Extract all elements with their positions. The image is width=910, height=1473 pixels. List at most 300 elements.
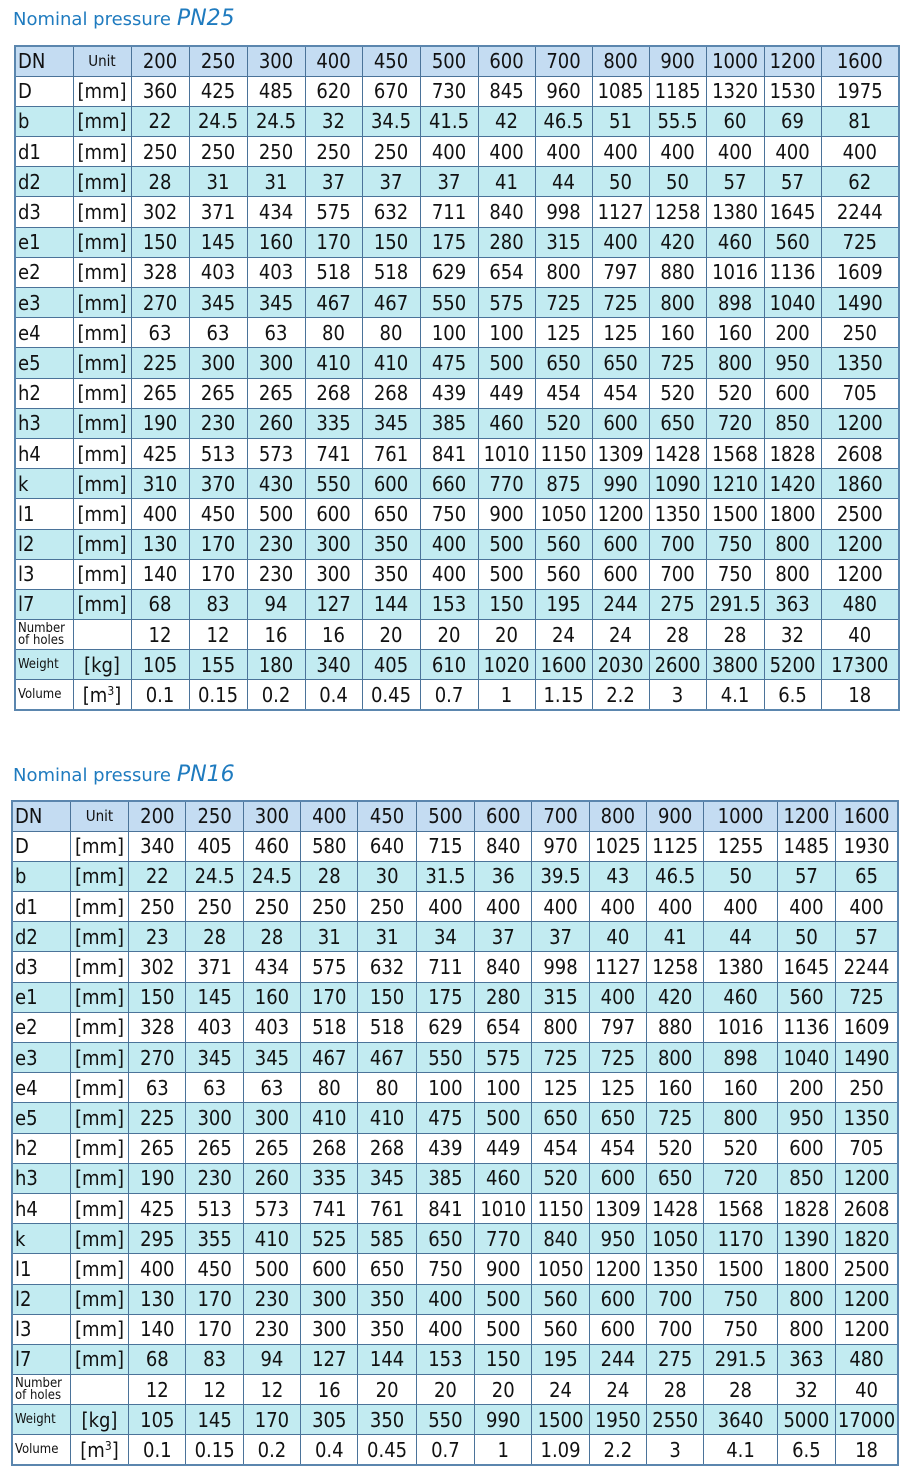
table-row	[15, 438, 899, 468]
table-cell: 990	[475, 1405, 532, 1435]
table-cell: 140	[131, 559, 189, 589]
table-cell: 280	[475, 982, 532, 1012]
table-cell: 434	[247, 197, 305, 227]
table-cell: 370	[189, 469, 247, 499]
table-cell: 720	[704, 1163, 777, 1193]
table-cell: 300	[189, 348, 247, 378]
table-cell: 230	[243, 1314, 300, 1344]
table-cell: 410	[358, 1103, 416, 1133]
header-unit: Unit	[73, 46, 131, 76]
table-cell: 0.45	[362, 680, 420, 710]
table-cell: 1485	[777, 831, 835, 861]
table-cell: 800	[764, 529, 821, 559]
row-unit: [mm]	[70, 1224, 128, 1254]
table-cell: 560	[777, 982, 835, 1012]
table-cell: 24	[589, 1375, 646, 1405]
table-cell: 400	[589, 892, 646, 922]
table-cell: 23	[129, 922, 186, 952]
table-cell: 1600	[535, 650, 592, 680]
table-cell: 12	[189, 620, 247, 650]
row-label: h4	[15, 438, 73, 468]
table-cell: 400	[478, 137, 535, 167]
table-cell: 2500	[836, 1254, 898, 1284]
table-row	[15, 318, 899, 348]
table-cell: 800	[532, 1012, 589, 1042]
table-cell: 2.2	[592, 680, 649, 710]
row-label: d1	[15, 137, 73, 167]
table-cell: 140	[129, 1314, 186, 1344]
unit-superscript: 3	[107, 683, 115, 698]
table-row	[15, 499, 899, 529]
row-unit: [mm]	[73, 137, 131, 167]
table-cell: 600	[589, 1284, 646, 1314]
table-cell: 650	[362, 499, 420, 529]
table-cell: 32	[764, 620, 821, 650]
table-cell: 439	[420, 378, 478, 408]
table-cell: 0.15	[186, 1435, 243, 1465]
table-cell: 700	[649, 559, 706, 589]
table-cell: 650	[589, 1103, 646, 1133]
table-cell: 44	[535, 167, 592, 197]
table-cell: 1016	[704, 1012, 777, 1042]
table-cell: 28	[647, 1375, 704, 1405]
table-cell: 300	[243, 1103, 300, 1133]
header-cell: 1000	[704, 801, 777, 831]
pn16-title-pn: PN16	[176, 762, 235, 787]
header-cell: 700	[535, 46, 592, 76]
table-cell: 335	[301, 1163, 358, 1193]
table-cell: 1	[478, 680, 535, 710]
table-cell: 24.5	[189, 106, 247, 136]
header-cell: 1600	[821, 46, 899, 76]
table-cell: 513	[186, 1193, 243, 1223]
table-cell: 560	[535, 529, 592, 559]
table-row	[12, 1284, 898, 1314]
table-cell: 30	[358, 861, 416, 891]
table-cell: 1828	[764, 438, 821, 468]
table-cell: 610	[420, 650, 478, 680]
table-cell: 36	[475, 861, 532, 891]
table-cell: 405	[186, 831, 243, 861]
row-unit: [mm]	[73, 348, 131, 378]
table-cell: 1490	[821, 288, 899, 318]
table-cell: 875	[535, 469, 592, 499]
table-cell: 31	[189, 167, 247, 197]
table-cell: 898	[706, 288, 764, 318]
table-cell: 500	[478, 348, 535, 378]
table-cell: 654	[478, 257, 535, 287]
table-cell: 350	[362, 529, 420, 559]
table-row	[12, 1344, 898, 1374]
table-cell: 265	[186, 1133, 243, 1163]
table-row	[15, 227, 899, 257]
table-cell: 730	[420, 76, 478, 106]
table-cell: 1200	[589, 1254, 646, 1284]
table-cell: 1200	[592, 499, 649, 529]
table-cell: 700	[647, 1314, 704, 1344]
table-cell: 410	[301, 1103, 358, 1133]
table-cell: 250	[243, 892, 300, 922]
row-label: e3	[15, 288, 73, 318]
table-cell: 840	[475, 952, 532, 982]
table-cell: 50	[649, 167, 706, 197]
table-cell: 400	[475, 892, 532, 922]
table-cell: 800	[647, 1043, 704, 1073]
table-cell: 345	[358, 1163, 416, 1193]
table-cell: 6.5	[764, 680, 821, 710]
pn16-title-text: Nominal pressure	[13, 765, 171, 786]
row-unit: [mm]	[70, 1344, 128, 1374]
table-cell: 1016	[706, 257, 764, 287]
table-cell: 400	[420, 559, 478, 589]
table-cell: 520	[647, 1133, 704, 1163]
unit-text: [m	[82, 682, 108, 707]
table-cell: 518	[305, 257, 362, 287]
table-cell: 300	[305, 529, 362, 559]
table-cell: 260	[243, 1163, 300, 1193]
table-cell: 100	[478, 318, 535, 348]
table-cell: 170	[186, 1284, 243, 1314]
row-label: d2	[15, 167, 73, 197]
table-cell: 0.1	[131, 680, 189, 710]
header-cell: 900	[647, 801, 704, 831]
table-row	[12, 1012, 898, 1042]
table-cell: 28	[186, 922, 243, 952]
table-cell: 125	[589, 1073, 646, 1103]
table-cell: 650	[649, 408, 706, 438]
table-cell: 434	[243, 952, 300, 982]
table-cell: 2550	[647, 1405, 704, 1435]
row-unit: [mm]	[70, 1043, 128, 1073]
table-cell: 170	[189, 529, 247, 559]
table-cell: 585	[358, 1224, 416, 1254]
table-cell: 4.1	[706, 680, 764, 710]
table-cell: 725	[649, 348, 706, 378]
table-cell: 340	[305, 650, 362, 680]
table-cell: 632	[358, 952, 416, 982]
table-cell: 467	[301, 1043, 358, 1073]
table-cell: 500	[475, 1314, 532, 1344]
table-cell: 600	[764, 378, 821, 408]
table-cell: 145	[189, 227, 247, 257]
table-cell: 550	[416, 1043, 474, 1073]
row-label: b	[15, 106, 73, 136]
table-cell: 175	[416, 982, 474, 1012]
table-cell: 741	[301, 1193, 358, 1223]
table-cell: 200	[764, 318, 821, 348]
table-cell: 1258	[647, 952, 704, 982]
table-cell: 600	[362, 469, 420, 499]
table-row	[12, 1254, 898, 1284]
table-cell: 315	[532, 982, 589, 1012]
row-label: l3	[15, 559, 73, 589]
header-cell: 300	[243, 801, 300, 831]
table-cell: 250	[186, 892, 243, 922]
table-cell: 40	[589, 922, 646, 952]
table-row	[12, 1435, 898, 1465]
table-cell: 43	[589, 861, 646, 891]
table-cell: 40	[836, 1375, 898, 1405]
table-cell: 18	[821, 680, 899, 710]
table-cell: 2608	[836, 1193, 898, 1223]
row-unit: [mm]	[70, 1073, 128, 1103]
table-cell: 425	[129, 1193, 186, 1223]
table-row	[15, 348, 899, 378]
row-label: l2	[12, 1284, 70, 1314]
table-cell: 41	[478, 167, 535, 197]
table-cell: 850	[764, 408, 821, 438]
table-cell: 513	[189, 438, 247, 468]
table-cell: 1500	[532, 1405, 589, 1435]
table-cell: 550	[416, 1405, 474, 1435]
table-cell: 400	[647, 892, 704, 922]
row-label: D	[15, 76, 73, 106]
row-unit: [mm]	[73, 499, 131, 529]
table-cell: 1.09	[532, 1435, 589, 1465]
row-label: e1	[15, 227, 73, 257]
table-cell: 550	[305, 469, 362, 499]
table-cell: 950	[777, 1103, 835, 1133]
table-cell: 2244	[821, 197, 899, 227]
table-cell: 840	[478, 197, 535, 227]
table-cell: 0.2	[247, 680, 305, 710]
row-label: e5	[15, 348, 73, 378]
table-cell: 420	[647, 982, 704, 1012]
table-cell: 400	[416, 1284, 474, 1314]
table-cell: 12	[243, 1375, 300, 1405]
table-cell: 32	[305, 106, 362, 136]
table-row	[12, 1193, 898, 1223]
pn25-title	[13, 6, 235, 31]
table-cell: 1200	[836, 1163, 898, 1193]
header-unit: Unit	[70, 801, 128, 831]
table-cell: 250	[821, 318, 899, 348]
table-cell: 24	[592, 620, 649, 650]
pn16-title	[13, 762, 235, 787]
table-cell: 291.5	[706, 589, 764, 619]
table-cell: 130	[129, 1284, 186, 1314]
table-cell: 845	[478, 76, 535, 106]
table-cell: 315	[535, 227, 592, 257]
table-cell: 130	[131, 529, 189, 559]
table-cell: 705	[836, 1133, 898, 1163]
table-cell: 520	[535, 408, 592, 438]
table-cell: 0.1	[129, 1435, 186, 1465]
table-cell: 328	[129, 1012, 186, 1042]
table-cell: 1800	[764, 499, 821, 529]
table-cell: 1127	[592, 197, 649, 227]
table-cell: 160	[247, 227, 305, 257]
table-cell: 640	[358, 831, 416, 861]
row-label: Weight	[15, 650, 73, 680]
header-cell: 1200	[764, 46, 821, 76]
header-cell: 450	[362, 46, 420, 76]
table-cell: 500	[478, 559, 535, 589]
row-label: e4	[15, 318, 73, 348]
table-cell: 3640	[704, 1405, 777, 1435]
table-cell: 950	[589, 1224, 646, 1254]
table-cell: 244	[589, 1344, 646, 1374]
table-cell: 573	[247, 438, 305, 468]
table-cell: 50	[777, 922, 835, 952]
table-cell: 250	[129, 892, 186, 922]
table-cell: 797	[592, 257, 649, 287]
table-cell: 250	[301, 892, 358, 922]
row-unit: [mm]	[73, 257, 131, 287]
table-row	[15, 167, 899, 197]
table-cell: 600	[589, 1163, 646, 1193]
table-cell: 360	[131, 76, 189, 106]
header-cell: 200	[131, 46, 189, 76]
row-unit: [mm]	[70, 952, 128, 982]
table-cell: 57	[777, 861, 835, 891]
table-cell: 300	[301, 1284, 358, 1314]
table-cell: 345	[362, 408, 420, 438]
row-label: e2	[15, 257, 73, 287]
row-unit: [kg]	[70, 1405, 128, 1435]
table-row	[15, 137, 899, 167]
row-label: l2	[15, 529, 73, 559]
table-cell: 840	[532, 1224, 589, 1254]
table-cell: 449	[478, 378, 535, 408]
table-cell: 125	[535, 318, 592, 348]
row-unit: [mm]	[73, 408, 131, 438]
table-row	[15, 257, 899, 287]
table-cell: 500	[475, 1103, 532, 1133]
table-cell: 24.5	[243, 861, 300, 891]
table-row	[12, 982, 898, 1012]
table-cell: 400	[592, 227, 649, 257]
table-cell: 250	[358, 892, 416, 922]
table-cell: 57	[706, 167, 764, 197]
row-unit: [mm]	[73, 167, 131, 197]
table-row	[15, 106, 899, 136]
table-cell: 1350	[836, 1103, 898, 1133]
table-cell: 1490	[836, 1043, 898, 1073]
row-unit: [mm]	[70, 1163, 128, 1193]
table-cell: 2030	[592, 650, 649, 680]
row-label: h4	[12, 1193, 70, 1223]
table-cell: 400	[777, 892, 835, 922]
table-cell: 454	[592, 378, 649, 408]
row-unit: [mm]	[70, 892, 128, 922]
row-label: e2	[12, 1012, 70, 1042]
table-cell: 31	[247, 167, 305, 197]
table-cell: 39.5	[532, 861, 589, 891]
table-row	[15, 469, 899, 499]
table-row	[15, 529, 899, 559]
table-cell: 0.15	[189, 680, 247, 710]
table-cell: 400	[836, 892, 898, 922]
table-cell: 37	[362, 167, 420, 197]
table-cell: 1200	[836, 1314, 898, 1344]
table-cell: 63	[189, 318, 247, 348]
row-unit: [mm]	[73, 529, 131, 559]
table-cell: 1200	[821, 408, 899, 438]
table-cell: 265	[243, 1133, 300, 1163]
table-cell: 1050	[535, 499, 592, 529]
table-cell: 80	[362, 318, 420, 348]
table-cell: 560	[532, 1284, 589, 1314]
header-cell: 800	[592, 46, 649, 76]
table-cell: 1428	[649, 438, 706, 468]
table-row	[12, 1314, 898, 1344]
row-label: d1	[12, 892, 70, 922]
table-cell: 650	[535, 348, 592, 378]
table-cell: 629	[420, 257, 478, 287]
table-cell: 650	[532, 1103, 589, 1133]
header-label: DN	[12, 801, 70, 831]
header-cell: 450	[358, 801, 416, 831]
table-row	[12, 952, 898, 982]
table-cell: 150	[475, 1344, 532, 1374]
table-cell: 410	[305, 348, 362, 378]
table-cell: 305	[301, 1405, 358, 1435]
table-row	[15, 620, 899, 650]
table-cell: 28	[649, 620, 706, 650]
table-cell: 28	[131, 167, 189, 197]
table-cell: 600	[305, 499, 362, 529]
pn25-title-text: Nominal pressure	[13, 9, 171, 30]
table-cell: 475	[420, 348, 478, 378]
table-cell: 560	[532, 1314, 589, 1344]
table-cell: 741	[305, 438, 362, 468]
table-row	[15, 680, 899, 710]
pn16-table	[11, 800, 899, 1466]
table-cell: 3800	[706, 650, 764, 680]
table-cell: 170	[243, 1405, 300, 1435]
header-cell: 600	[475, 801, 532, 831]
table-cell: 500	[478, 529, 535, 559]
table-row	[12, 1375, 898, 1405]
table-cell: 355	[186, 1224, 243, 1254]
table-cell: 175	[420, 227, 478, 257]
table-cell: 449	[475, 1133, 532, 1163]
table-cell: 1530	[764, 76, 821, 106]
table-cell: 385	[420, 408, 478, 438]
table-cell: 400	[532, 892, 589, 922]
table-cell: 63	[131, 318, 189, 348]
table-cell: 711	[416, 952, 474, 982]
table-cell: 1127	[589, 952, 646, 982]
table-cell: 1050	[532, 1254, 589, 1284]
table-cell: 800	[704, 1103, 777, 1133]
table-cell: 195	[532, 1344, 589, 1374]
table-cell: 270	[131, 288, 189, 318]
table-cell: 160	[243, 982, 300, 1012]
header-cell: 900	[649, 46, 706, 76]
table-cell: 405	[362, 650, 420, 680]
table-cell: 1950	[589, 1405, 646, 1435]
table-cell: 302	[131, 197, 189, 227]
table-cell: 160	[704, 1073, 777, 1103]
table-cell: 400	[416, 1314, 474, 1344]
table-cell: 150	[131, 227, 189, 257]
table-cell: 425	[189, 76, 247, 106]
table-cell: 350	[362, 559, 420, 589]
table-cell: 200	[777, 1073, 835, 1103]
row-label: k	[12, 1224, 70, 1254]
table-cell: 80	[358, 1073, 416, 1103]
table-row	[12, 831, 898, 861]
table-cell: 650	[416, 1224, 474, 1254]
table-row	[12, 1133, 898, 1163]
table-cell: 1645	[764, 197, 821, 227]
table-cell: 68	[129, 1344, 186, 1374]
table-cell: 420	[649, 227, 706, 257]
table-cell: 1040	[777, 1043, 835, 1073]
table-cell: 12	[186, 1375, 243, 1405]
